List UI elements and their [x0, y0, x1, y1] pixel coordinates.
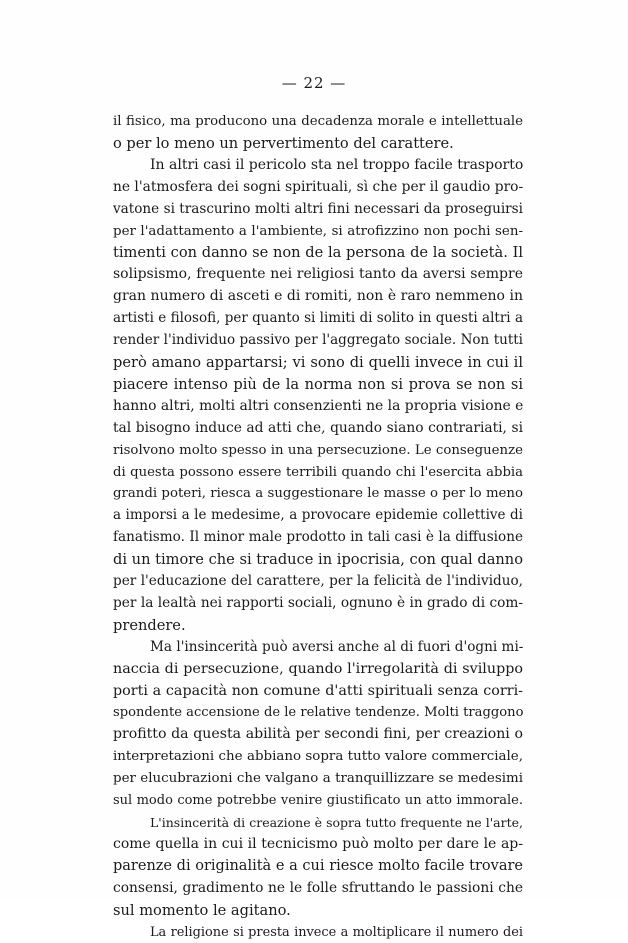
text-line: a imporsi a le medesime, a provocare epidemie collettive di	[113, 507, 523, 524]
text-line: risolvono molto spesso in una persecuzione. Le conseguenze	[113, 442, 523, 458]
text-line: profitto da questa abilità per secondi fini, per creazioni o	[113, 726, 523, 743]
text-line: piacere intenso più de la norma non si prova se non si	[113, 375, 523, 393]
text-line: fanatismo. Il minor male prodotto in tali casi è la diffusione	[113, 529, 523, 546]
text-line: render l'individuo passivo per l'aggregato sociale. Non tutti	[113, 332, 523, 349]
text-line: per l'educazione del carattere, per la felicità de l'individuo,	[113, 573, 523, 590]
text-line: Ma l'insincerità può aversi anche al di fuori d'ogni mi-	[150, 638, 524, 655]
page-number: — 22 —	[281, 74, 347, 92]
text-line: sul momento le agitano.	[113, 901, 291, 919]
text-line: sul modo come potrebbe venire giustificato un atto immorale.	[113, 793, 523, 809]
text-line: prendere.	[113, 616, 186, 634]
body-text	[113, 111, 523, 943]
text-line: ne l'atmosfera dei sogni spirituali, sì che per il gaudio pro-	[113, 178, 524, 195]
text-line: però amano appartarsi; vi sono di quelli invece in cui il	[113, 353, 523, 371]
text-line: vatone si trascurino molti altri fini necessari da proseguirsi	[113, 200, 523, 217]
text-line: naccia di persecuzione, quando l'irregolarità di sviluppo	[113, 660, 523, 677]
text-line: gran numero di asceti e di romiti, non è raro nemmeno in	[113, 288, 523, 305]
text-line: grandi poteri, riesca a suggestionare le masse o per lo meno	[113, 486, 523, 502]
text-line: parenze di originalità e a cui riesce molto facile trovare	[113, 857, 523, 874]
text-line: artisti e filosofi, per quanto si limiti di solito in questi altri a	[113, 310, 523, 327]
text-line: di questa possono essere terribili quando chi l'esercita abbia	[113, 464, 523, 480]
text-line: spondente accensione de le relative tendenze. Molti traggono	[113, 705, 524, 721]
text-line: consensi, gradimento ne le folle sfruttando le passioni che	[113, 879, 523, 896]
text-line: come quella in cui il tecnicismo può molto per dare le ap-	[113, 835, 523, 852]
text-line: il fisico, ma producono una decadenza morale e intellettuale	[113, 114, 523, 129]
text-line: per elucubrazioni che valgano a tranquillizzare se medesimi	[113, 771, 523, 787]
text-line: porti a capacità non comune d'atti spirituali senza corri-	[113, 682, 523, 699]
text-line: interpretazioni che abbiano sopra tutto valore commerciale,	[113, 749, 523, 765]
text-line: In altri casi il pericolo sta nel troppo facile trasporto	[150, 156, 524, 173]
text-line: per la lealtà nei rapporti sociali, ognuno è in grado di com-	[113, 594, 523, 611]
text-line: L'insincerità di creazione è sopra tutto frequente ne l'arte,	[150, 815, 523, 830]
text-line: tal bisogno induce ad atti che, quando siano contrariati, si	[113, 419, 523, 436]
text-line: o per lo meno un pervertimento del carattere.	[113, 134, 454, 152]
text-line: La religione si presta invece a moltiplicare il numero dei	[150, 924, 523, 940]
text-line: di un timore che si traduce in ipocrisia, con qual danno	[113, 551, 523, 569]
text-line: per l'adattamento a l'ambiente, si atrofizzino non pochi sen-	[113, 223, 523, 239]
text-line: solipsismo, frequente nei religiosi tanto da aversi sempre	[113, 266, 523, 283]
text-line: hanno altri, molti altri consenzienti ne la propria visione e	[113, 397, 524, 414]
text-line: timenti con danno se non de la persona de la società. Il	[113, 244, 523, 262]
